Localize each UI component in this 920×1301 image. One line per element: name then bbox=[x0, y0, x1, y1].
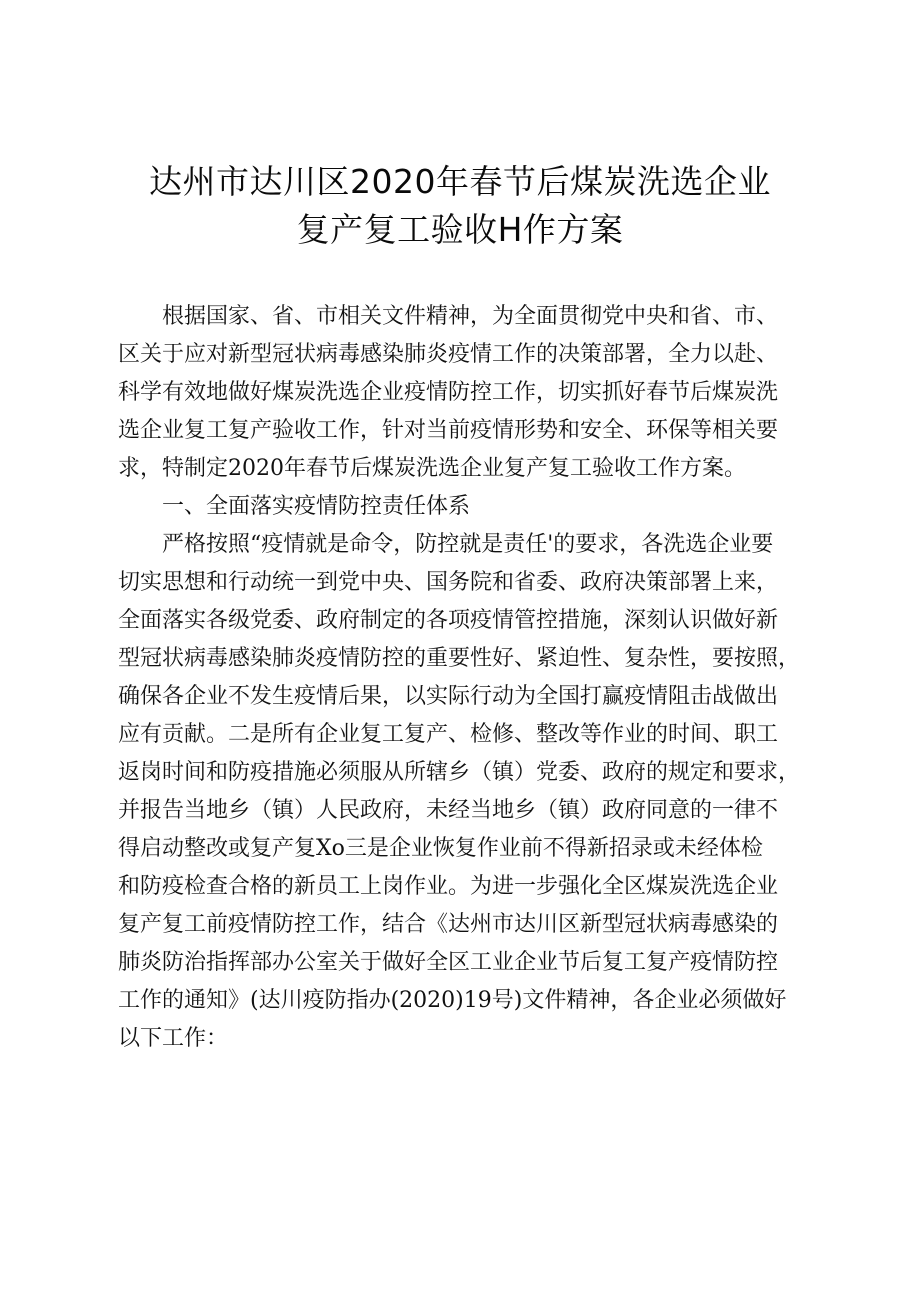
paragraph-line: 并报告当地乡（镇）人民政府，未经当地乡（镇）政府同意的一律不 bbox=[118, 798, 779, 823]
paragraph-line: 肺炎防治指挥部办公室关于做好全区工业企业节后复工复产疫情防控 bbox=[118, 950, 779, 975]
document-title-line-1: 达州市达川区2020年春节后煤炭洗选企业 bbox=[149, 162, 771, 201]
paragraph-1 bbox=[118, 298, 818, 488]
paragraph-line: 确保各企业不发生疫情后果，以实际行动为全国打赢疫情阻击战做出 bbox=[118, 684, 779, 709]
paragraph-line: 工作的通知》(达川疫防指办(2020)19号)文件精神，各企业必须做好 bbox=[118, 988, 787, 1013]
paragraph-line: 复产复工前疫情防控工作，结合《达州市达川区新型冠状病毒感染的 bbox=[118, 912, 779, 937]
document-body bbox=[118, 298, 818, 1058]
paragraph-line: 选企业复工复产验收工作，针对当前疫情形势和安全、环保等相关要 bbox=[118, 418, 779, 443]
paragraph-line: 得启动整改或复产复Xo三是企业恢复作业前不得新招录或未经体检 bbox=[118, 836, 763, 861]
paragraph-line: 根据国家、省、市相关文件精神，为全面贯彻党中央和省、市、 bbox=[162, 304, 779, 329]
paragraph-line: 以下工作： bbox=[118, 1026, 229, 1051]
paragraph-line: 返岗时间和防疫措施必须服从所辖乡（镇）党委、政府的规定和要求， bbox=[118, 760, 801, 785]
paragraph-line: 型冠状病毒感染肺炎疫情防控的重要性好、紧迫性、复杂性，要按照， bbox=[118, 646, 801, 671]
paragraph-line: 求，特制定2020年春节后煤炭洗选企业复产复工验收工作方案。 bbox=[118, 456, 746, 481]
paragraph-line: 区关于应对新型冠状病毒感染肺炎疫情工作的决策部署，全力以赴、 bbox=[118, 342, 779, 367]
paragraph-line: 严格按照“疫情就是命令，防控就是责任'的要求，各洗选企业要 bbox=[162, 532, 774, 557]
paragraph-line: 应有贡献。二是所有企业复工复产、检修、整改等作业的时间、职工 bbox=[118, 722, 779, 747]
paragraph-line: 切实思想和行动统一到党中央、国务院和省委、政府决策部署上来， bbox=[118, 570, 779, 595]
paragraph-line: 全面落实各级党委、政府制定的各项疫情管控措施，深刻认识做好新 bbox=[118, 608, 779, 633]
paragraph-line: 和防疫检查合格的新员工上岗作业。为进一步强化全区煤炭洗选企业 bbox=[118, 874, 779, 899]
paragraph-line: 科学有效地做好煤炭洗选企业疫情防控工作，切实抓好春节后煤炭洗 bbox=[118, 380, 779, 405]
section-heading-1: 一、全面落实疫情防控责任体系 bbox=[162, 494, 471, 519]
paragraph-2 bbox=[118, 526, 818, 1058]
document-title-line-2: 复产复工验收H作方案 bbox=[296, 210, 624, 249]
